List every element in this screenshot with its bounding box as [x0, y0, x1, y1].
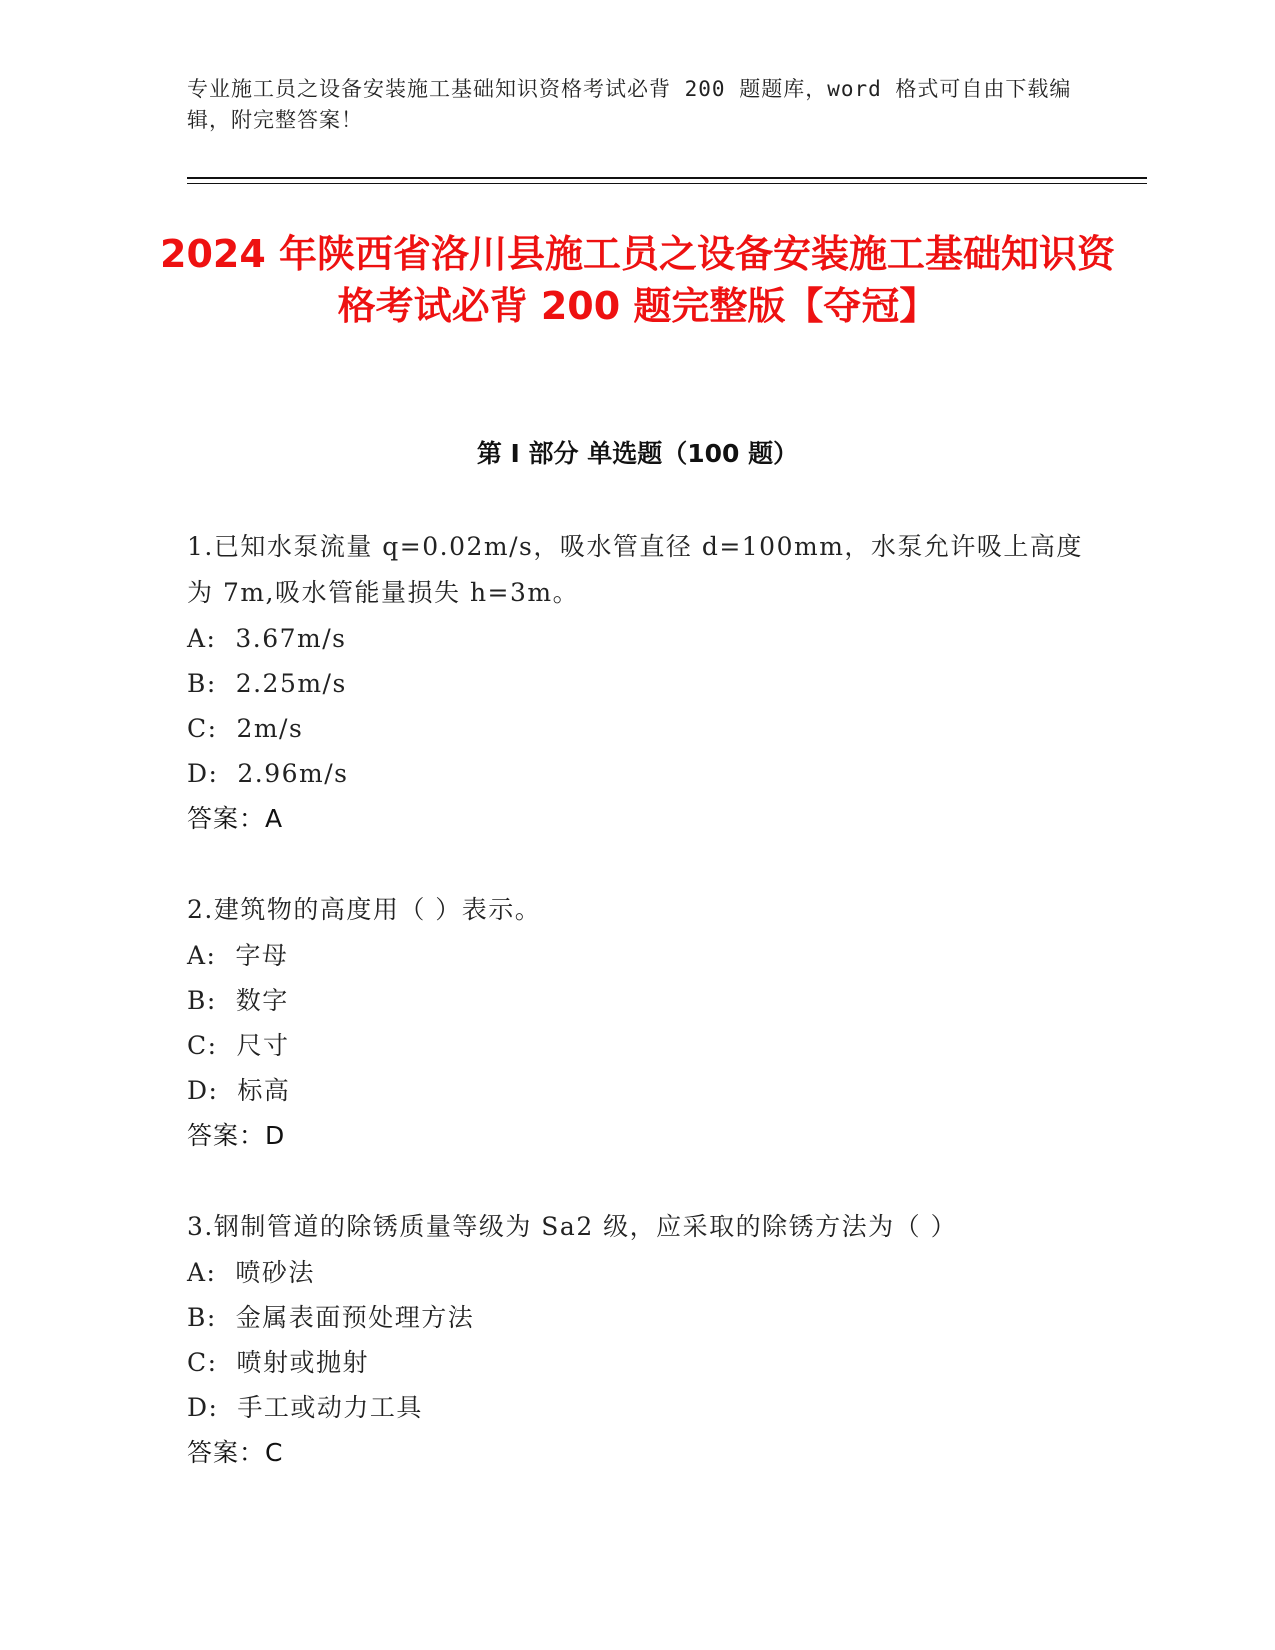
- header-note: 专业施工员之设备安装施工基础知识资格考试必背 200 题题库，word 格式可自由下载编辑，附完整答案！: [187, 77, 1072, 132]
- question-1: [187, 524, 1087, 841]
- header-divider-thin: [187, 183, 1147, 184]
- option-d: D: 手工或动力工具: [187, 1393, 423, 1422]
- answer: 答案：A: [187, 804, 284, 833]
- question-3: [187, 1204, 1087, 1475]
- question-stem: 1.已知水泵流量 q=0.02m/s，吸水管直径 d=100mm，水泵允许吸上高度为 7m,吸水管能量损失 h=3m。: [187, 532, 1083, 607]
- option-b: B: 2.25m/s: [187, 669, 347, 698]
- option-b: B: 金属表面预处理方法: [187, 1303, 475, 1332]
- option-a: A: 喷砂法: [187, 1258, 315, 1287]
- option-d: D: 2.96m/s: [187, 759, 349, 788]
- option-c: C: 2m/s: [187, 714, 304, 743]
- section-heading: 第 I 部分 单选题（100 题）: [476, 439, 799, 468]
- answer: 答案：D: [187, 1121, 286, 1150]
- option-c: C: 尺寸: [187, 1031, 290, 1060]
- answer: 答案：C: [187, 1438, 284, 1467]
- option-a: A: 3.67m/s: [187, 624, 347, 653]
- header-divider: [187, 177, 1147, 179]
- question-2: [187, 887, 1087, 1158]
- question-stem: 2.建筑物的高度用（ ）表示。: [187, 895, 542, 924]
- question-stem: 3.钢制管道的除锈质量等级为 Sa2 级，应采取的除锈方法为（ ）: [187, 1212, 958, 1241]
- option-d: D: 标高: [187, 1076, 291, 1105]
- option-a: A: 字母: [187, 941, 289, 970]
- option-b: B: 数字: [187, 986, 289, 1015]
- document-title: 2024 年陕西省洛川县施工员之设备安装施工基础知识资格考试必背 200 题完整版【夺冠】: [160, 232, 1115, 328]
- option-c: C: 喷射或抛射: [187, 1348, 369, 1377]
